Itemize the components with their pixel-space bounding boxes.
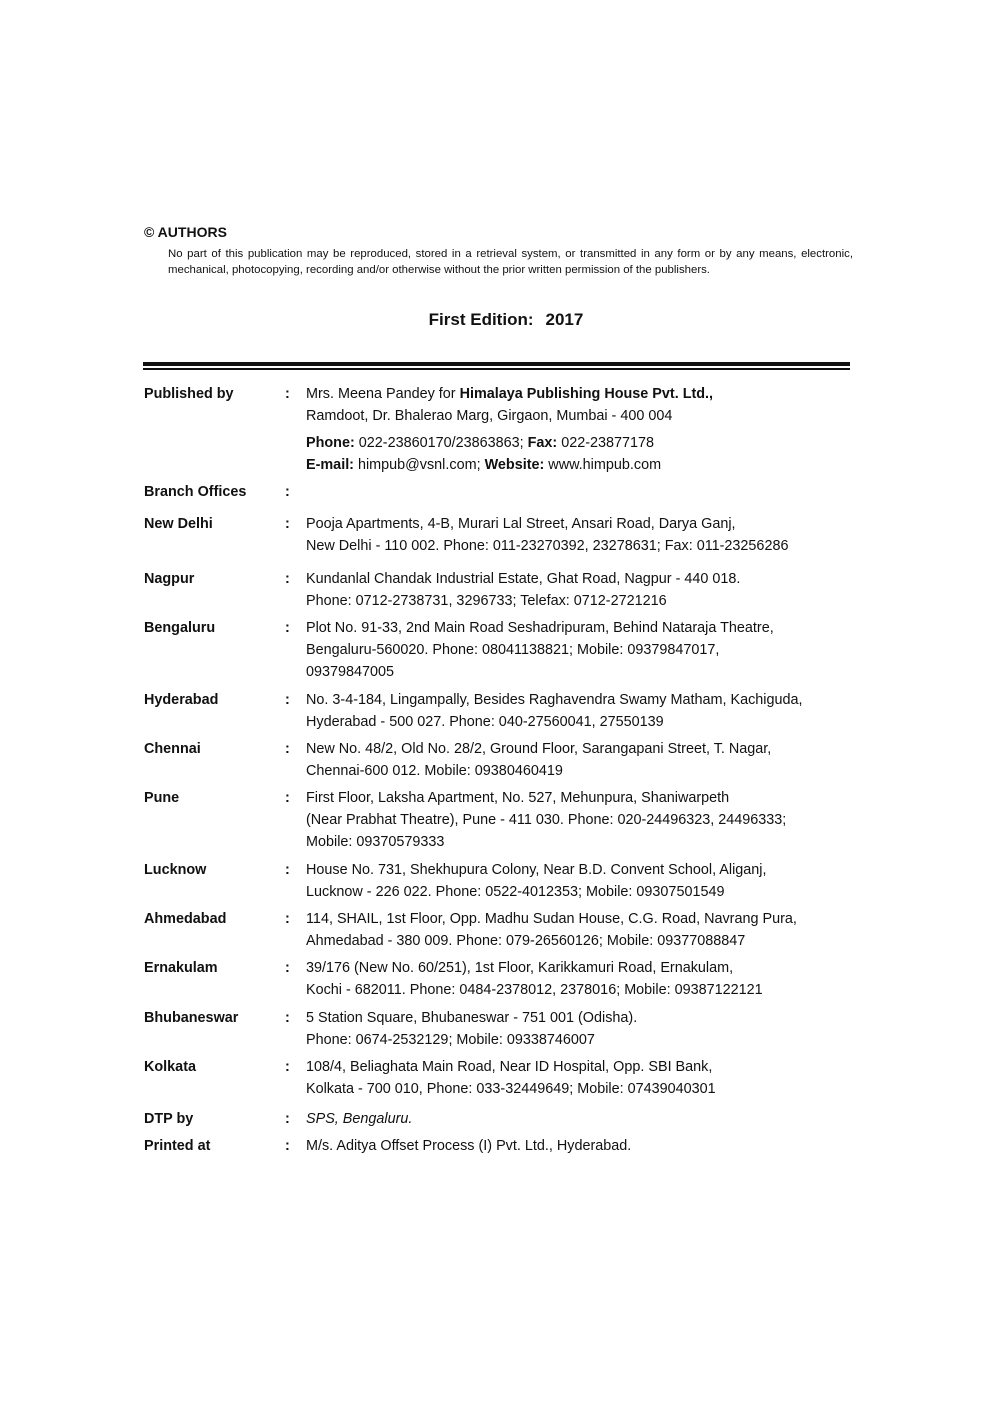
address-line: 09379847005 [306,664,395,680]
publisher-label: Published by [144,386,234,402]
website-value: www.himpub.com [548,457,662,473]
branch-colon: : [285,571,290,587]
address-line: Plot No. 91-33, 2nd Main Road Seshadripuram, Behind Nataraja Theatre, [306,620,774,636]
fax-value: 022-23877178 [561,435,655,451]
copyright-notice: No part of this publication may be reproduced, stored in a retrieval system, or transmitted in any form or by any means, electronic, mechanical, photocopying, recording and/or otherwise without the prior written permission of the publishers. [168,248,853,276]
address-line: Chennai-600 012. Mobile: 09380460419 [306,763,563,779]
address-line: First Floor, Laksha Apartment, No. 527, Mehunpura, Shaniwarpeth [306,790,730,806]
address-line: Lucknow - 226 022. Phone: 0522-4012353; Mobile: 09307501549 [306,884,725,900]
publisher-prefix: Mrs. Meena Pandey for [306,386,460,402]
address-line: (Near Prabhat Theatre), Pune - 411 030. Phone: 020-24496323, 24496333; [306,812,787,828]
branch-city: Nagpur [144,571,195,587]
branch-city: Chennai [144,741,201,757]
email-label: E-mail: [306,457,354,473]
address-line: New No. 48/2, Old No. 28/2, Ground Floor, Sarangapani Street, T. Nagar, [306,741,772,757]
address-line: 39/176 (New No. 60/251), 1st Floor, Karikkamuri Road, Ernakulam, [306,960,734,976]
address-line: Bengaluru-560020. Phone: 08041138821; Mobile: 09379847017, [306,642,720,658]
branch-address [306,568,856,612]
branch-city: Ahmedabad [144,911,227,927]
branch-colon: : [285,1010,290,1026]
publisher-colon: : [285,386,290,402]
branch-address [306,1056,856,1100]
branch-city: Ernakulam [144,960,218,976]
publisher-email-line [306,454,856,476]
printed-colon: : [285,1138,290,1154]
branch-city: Hyderabad [144,692,219,708]
divider-rule-thin [143,368,850,370]
address-line: Kochi - 682011. Phone: 0484-2378012, 2378016; Mobile: 09387122121 [306,982,763,998]
branch-address [306,617,856,683]
publisher-phone-line [306,432,856,454]
copyright-section [144,224,854,278]
branch-offices-label: Branch Offices [144,484,247,500]
branch-city: Bengaluru [144,620,216,636]
branch-address [306,957,856,1001]
branch-city: Kolkata [144,1059,196,1075]
address-line: New Delhi - 110 002. Phone: 011-23270392, 23278631; Fax: 011-23256286 [306,538,789,554]
publisher-address: Ramdoot, Dr. Bhalerao Marg, Girgaon, Mumbai - 400 004 [306,408,673,424]
address-line: House No. 731, Shekhupura Colony, Near B.D. Convent School, Aliganj, [306,862,767,878]
address-line: 114, SHAIL, 1st Floor, Opp. Madhu Sudan House, C.G. Road, Navrang Pura, [306,911,797,927]
branch-colon: : [285,692,290,708]
dtp-label: DTP by [144,1111,194,1127]
address-line: No. 3-4-184, Lingampally, Besides Raghavendra Swamy Matham, Kachiguda, [306,692,803,708]
address-line: Phone: 0674-2532129; Mobile: 09338746007 [306,1032,595,1048]
printed-value: M/s. Aditya Offset Process (I) Pvt. Ltd., Hyderabad. [306,1138,632,1154]
publisher-details [306,383,856,476]
publisher-name: Himalaya Publishing House Pvt. Ltd., [459,386,714,402]
copyright-heading: © AUTHORS [144,224,227,240]
address-line: Kolkata - 700 010, Phone: 033-32449649; Mobile: 07439040301 [306,1081,716,1097]
address-line: Pooja Apartments, 4-B, Murari Lal Street, Ansari Road, Darya Ganj, [306,516,736,532]
branch-address [306,689,856,733]
branch-address [306,908,856,952]
website-label: Website: [484,457,545,473]
address-line: 5 Station Square, Bhubaneswar - 751 001 (Odisha). [306,1010,638,1026]
branch-colon: : [285,790,290,806]
address-line: Phone: 0712-2738731, 3296733; Telefax: 0712-2721216 [306,593,667,609]
phone-value: 022-23860170/23863863; [358,435,524,451]
dtp-colon: : [285,1111,290,1127]
fax-label: Fax: [527,435,558,451]
edition-year: 2017 [545,310,584,329]
publisher-line-1 [306,383,856,405]
branch-city: Pune [144,790,180,806]
branch-address [306,859,856,903]
address-line: Ahmedabad - 380 009. Phone: 079-26560126; Mobile: 09377088847 [306,933,746,949]
phone-label: Phone: [306,435,355,451]
address-line: 108/4, Beliaghata Main Road, Near ID Hospital, Opp. SBI Bank, [306,1059,713,1075]
branch-colon: : [285,620,290,636]
branch-address [306,738,856,782]
branch-address [306,1007,856,1051]
branch-colon: : [285,516,290,532]
printed-label: Printed at [144,1138,211,1154]
branch-colon: : [285,1059,290,1075]
branch-city: Lucknow [144,862,207,878]
branch-colon: : [285,741,290,757]
dtp-value: SPS, Bengaluru. [306,1111,413,1127]
branch-offices-colon: : [285,484,290,500]
branch-address [306,787,856,853]
email-value: himpub@vsnl.com; [357,457,481,473]
address-line: Mobile: 09370579333 [306,834,445,850]
branch-colon: : [285,911,290,927]
address-line: Hyderabad - 500 027. Phone: 040-27560041, 27550139 [306,714,664,730]
address-line: Kundanlal Chandak Industrial Estate, Ghat Road, Nagpur - 440 018. [306,571,741,587]
branch-address [306,513,856,557]
branch-colon: : [285,862,290,878]
edition-label: First Edition: [428,310,534,329]
edition-line [0,310,992,330]
branch-city: New Delhi [144,516,213,532]
divider-rule-thick [143,362,850,366]
branch-colon: : [285,960,290,976]
branch-city: Bhubaneswar [144,1010,239,1026]
